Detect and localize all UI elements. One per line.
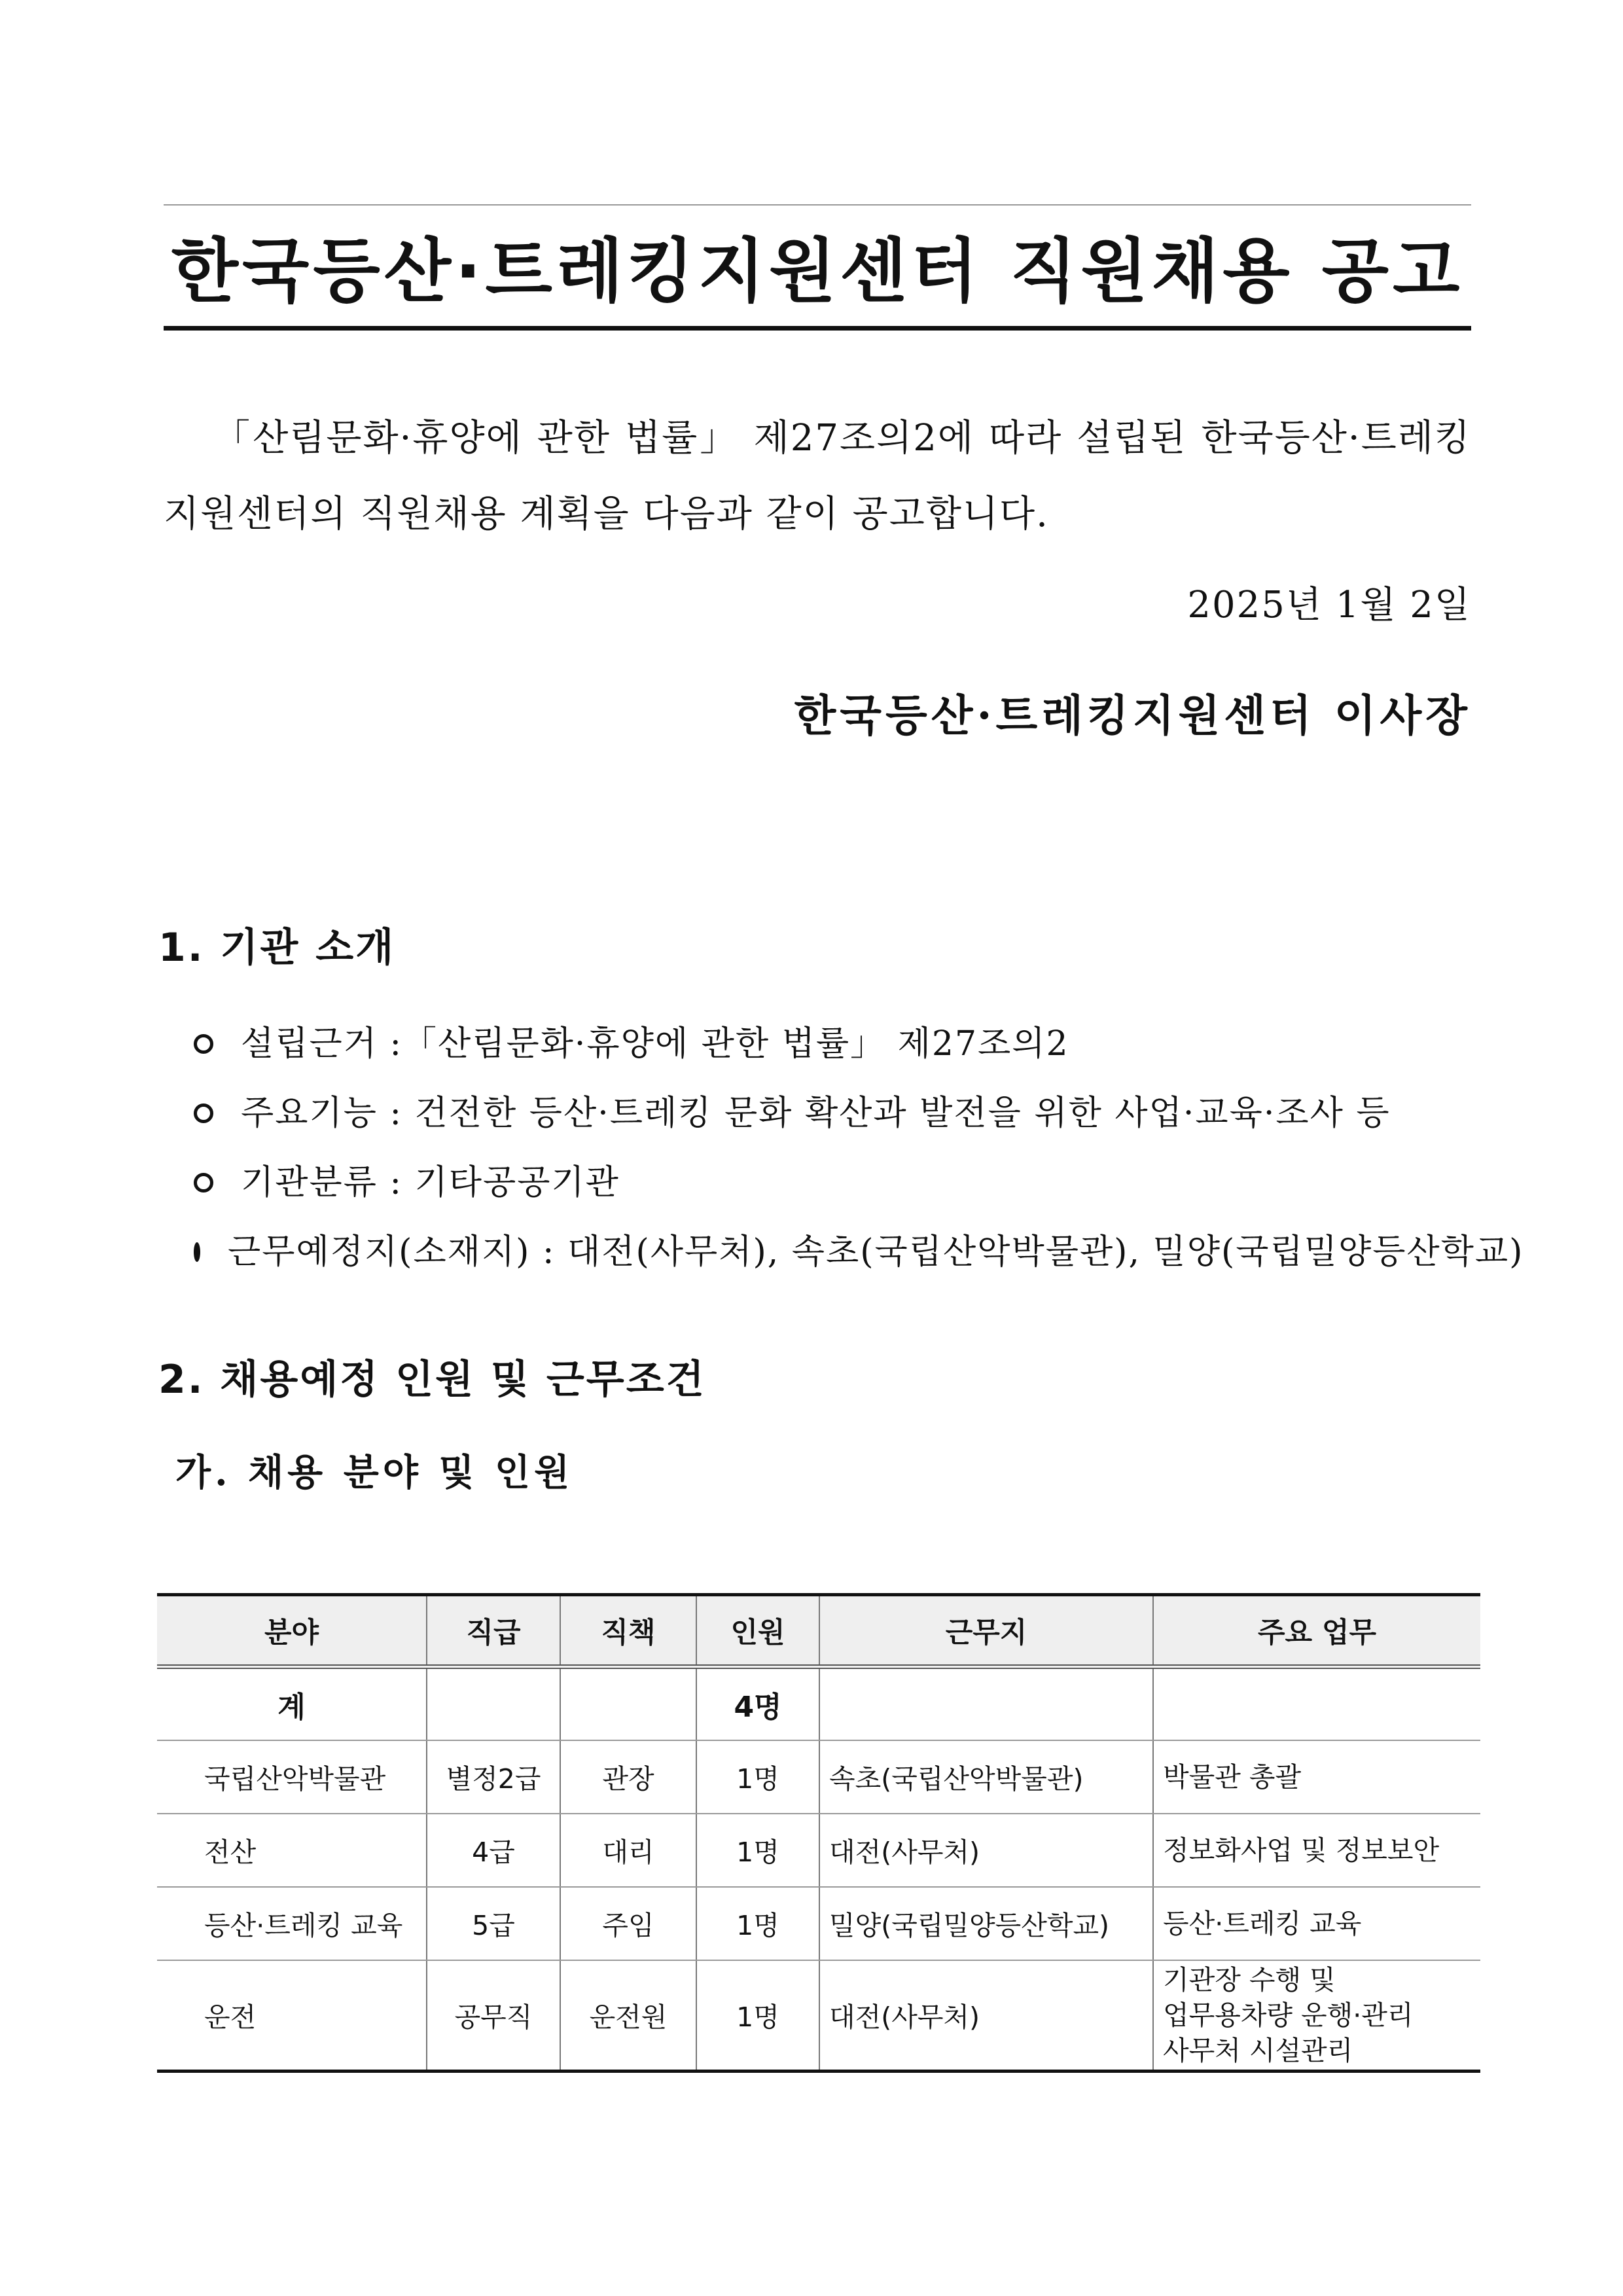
cell-field: 전산 bbox=[157, 1814, 427, 1887]
header-count: 인원 bbox=[696, 1595, 819, 1667]
cell-duties: 정보화사업 및 정보보안 bbox=[1153, 1814, 1480, 1887]
table-row bbox=[157, 1814, 1480, 1887]
top-divider bbox=[164, 204, 1471, 206]
cell-field: 국립산악박물관 bbox=[157, 1740, 427, 1814]
circle-bullet-icon bbox=[194, 1173, 213, 1193]
cell-grade: 공무직 bbox=[427, 1960, 560, 2072]
page-title: 한국등산·트레킹지원센터 직원채용 공고 bbox=[171, 231, 1464, 312]
cell-count: 1명 bbox=[696, 1887, 819, 1960]
total-label: 계 bbox=[157, 1667, 427, 1740]
cell-field: 등산·트레킹 교육 bbox=[157, 1887, 427, 1960]
circle-bullet-icon bbox=[194, 1242, 200, 1262]
table-header-row bbox=[157, 1595, 1480, 1667]
list-item: 주요기능 : 건전한 등산·트레킹 문화 확산과 발전을 위한 사업·교육·조사 등 bbox=[190, 1079, 1486, 1148]
cell-grade: 별정2급 bbox=[427, 1740, 560, 1814]
header-field: 분야 bbox=[157, 1595, 427, 1667]
cell-field: 운전 bbox=[157, 1960, 427, 2072]
cell-duties: 기관장 수행 및 업무용차량 운행·관리 사무처 시설관리 bbox=[1153, 1960, 1480, 2072]
cell-count: 1명 bbox=[696, 1814, 819, 1887]
cell-grade: 5급 bbox=[427, 1887, 560, 1960]
cell-position: 운전원 bbox=[560, 1960, 696, 2072]
list-item: 근무예정지(소재지) : 대전(사무처), 속초(국립산악박물관), 밀양(국립밀양등산학교) bbox=[190, 1217, 1486, 1287]
list-item: 기관분류 : 기타공공기관 bbox=[190, 1148, 1486, 1217]
header-position: 직책 bbox=[560, 1595, 696, 1667]
total-count: 4명 bbox=[696, 1667, 819, 1740]
title-underline bbox=[164, 326, 1471, 331]
table-row bbox=[157, 1887, 1480, 1960]
section1-heading: 1. 기관 소개 bbox=[158, 925, 396, 971]
table-row bbox=[157, 1960, 1480, 2072]
section2-heading: 2. 채용예정 인원 및 근무조건 bbox=[158, 1357, 706, 1403]
header-place: 근무지 bbox=[819, 1595, 1153, 1667]
table-total-row bbox=[157, 1667, 1480, 1740]
cell-grade: 4급 bbox=[427, 1814, 560, 1887]
circle-bullet-icon bbox=[194, 1034, 213, 1054]
cell-place: 대전(사무처) bbox=[819, 1960, 1153, 2072]
section2-subheading: 가. 채용 분야 및 인원 bbox=[175, 1451, 574, 1494]
cell-place: 대전(사무처) bbox=[819, 1814, 1153, 1887]
cell-position: 주임 bbox=[560, 1887, 696, 1960]
cell-place: 속초(국립산악박물관) bbox=[819, 1740, 1153, 1814]
header-duties: 주요 업무 bbox=[1153, 1595, 1480, 1667]
cell-count: 1명 bbox=[696, 1740, 819, 1814]
cell-duties: 등산·트레킹 교육 bbox=[1153, 1887, 1480, 1960]
notice-signer: 한국등산·트레킹지원센터 이사장 bbox=[794, 690, 1471, 741]
cell-position: 관장 bbox=[560, 1740, 696, 1814]
circle-bullet-icon bbox=[194, 1103, 213, 1123]
intro-paragraph: 「산림문화·휴양에 관한 법률」 제27조의2에 따라 설립된 한국등산·트레킹지원센터의 직원채용 계획을 다음과 같이 공고합니다. bbox=[164, 417, 1471, 535]
cell-count: 1명 bbox=[696, 1960, 819, 2072]
cell-duties: 박물관 총괄 bbox=[1153, 1740, 1480, 1814]
header-grade: 직급 bbox=[427, 1595, 560, 1667]
recruitment-table bbox=[157, 1593, 1480, 2073]
notice-date: 2025년 1월 2일 bbox=[1187, 584, 1471, 626]
cell-position: 대리 bbox=[560, 1814, 696, 1887]
list-item: 설립근거 :「산림문화·휴양에 관한 법률」 제27조의2 bbox=[190, 1009, 1486, 1079]
cell-place: 밀양(국립밀양등산학교) bbox=[819, 1887, 1153, 1960]
agency-info-list bbox=[190, 1009, 1524, 1287]
table-row bbox=[157, 1740, 1480, 1814]
